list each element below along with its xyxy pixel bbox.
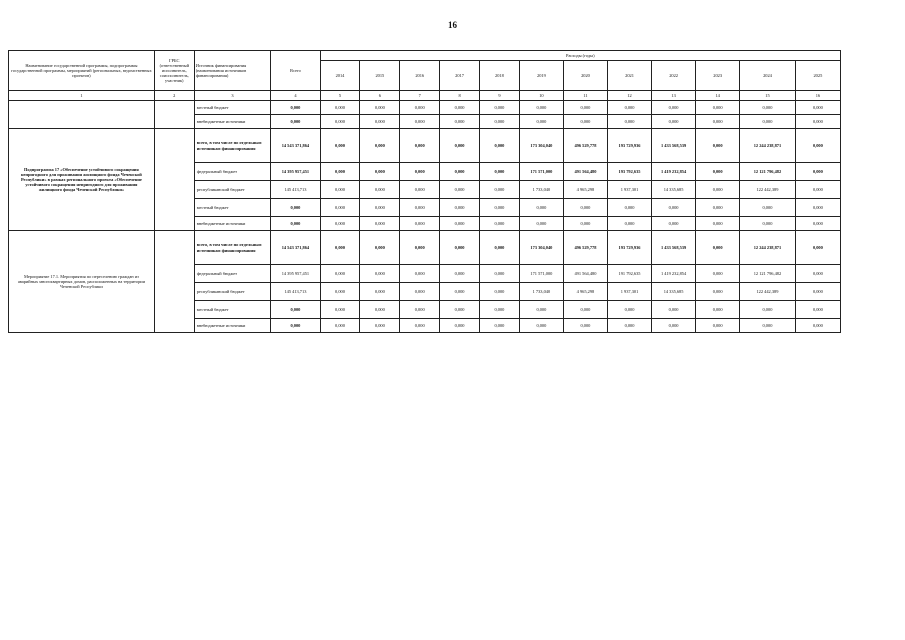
value-cell: 0,000: [795, 283, 840, 301]
column-number: 2: [154, 91, 194, 101]
page-number: 16: [448, 20, 457, 30]
value-cell: 0,000: [696, 115, 740, 129]
value-cell: 0,000: [320, 115, 360, 129]
grbs-cell: [154, 129, 194, 231]
total-cell: 145 413,713: [271, 181, 320, 199]
source-cell: всего, в том числе по отдельным источникам финансирования: [194, 231, 271, 265]
value-cell: 0,000: [320, 181, 360, 199]
column-number: 6: [360, 91, 400, 101]
value-cell: 0,000: [440, 283, 480, 301]
value-cell: 173 304,040: [519, 129, 563, 163]
column-number: 4: [271, 91, 320, 101]
value-cell: 0,000: [563, 199, 607, 217]
value-cell: 0,000: [519, 301, 563, 319]
column-number: 7: [400, 91, 440, 101]
year-header: 2016: [400, 61, 440, 91]
value-cell: 0,000: [400, 265, 440, 283]
value-cell: 0,000: [320, 199, 360, 217]
year-header: 2023: [696, 61, 740, 91]
total-cell: 14 395 957,451: [271, 163, 320, 181]
total-cell: 14 543 371,864: [271, 129, 320, 163]
value-cell: 12 121 796,482: [740, 163, 796, 181]
value-cell: 0,000: [795, 231, 840, 265]
value-cell: 491 564,480: [563, 163, 607, 181]
value-cell: 0,000: [607, 199, 651, 217]
column-number: 11: [563, 91, 607, 101]
value-cell: 1 419 232,854: [652, 163, 696, 181]
value-cell: 0,000: [652, 217, 696, 231]
column-number: 13: [652, 91, 696, 101]
source-cell: федеральный бюджет: [194, 163, 271, 181]
value-cell: 0,000: [440, 265, 480, 283]
value-cell: 1 419 232,854: [652, 265, 696, 283]
year-header: 2018: [480, 61, 520, 91]
value-cell: 0,000: [400, 163, 440, 181]
grbs-cell: [154, 231, 194, 333]
value-cell: 0,000: [360, 231, 400, 265]
value-cell: 0,000: [795, 217, 840, 231]
value-cell: 0,000: [360, 199, 400, 217]
value-cell: 14 335,685: [652, 283, 696, 301]
value-cell: 0,000: [320, 231, 360, 265]
value-cell: 193 792,635: [607, 163, 651, 181]
value-cell: 1 937,301: [607, 181, 651, 199]
value-cell: 0,000: [320, 101, 360, 115]
value-cell: 0,000: [795, 199, 840, 217]
year-header: 2022: [652, 61, 696, 91]
value-cell: 496 529,778: [563, 129, 607, 163]
value-cell: 0,000: [360, 181, 400, 199]
value-cell: 0,000: [696, 181, 740, 199]
budget-table: [8, 50, 841, 333]
value-cell: 0,000: [607, 101, 651, 115]
year-header: 2015: [360, 61, 400, 91]
total-cell: 0,000: [271, 101, 320, 115]
value-cell: 0,000: [519, 115, 563, 129]
value-cell: 1 937,301: [607, 283, 651, 301]
value-cell: 122 442,389: [740, 181, 796, 199]
value-cell: 0,000: [440, 163, 480, 181]
table-row: [9, 101, 841, 115]
value-cell: 171 571,000: [519, 265, 563, 283]
value-cell: 0,000: [795, 101, 840, 115]
value-cell: 173 304,040: [519, 231, 563, 265]
total-cell: 0,000: [271, 319, 320, 333]
value-cell: 0,000: [740, 199, 796, 217]
value-cell: 0,000: [480, 217, 520, 231]
value-cell: 0,000: [440, 301, 480, 319]
value-cell: 12 244 238,871: [740, 231, 796, 265]
value-cell: 4 965,298: [563, 181, 607, 199]
value-cell: 0,000: [480, 129, 520, 163]
value-cell: 0,000: [360, 163, 400, 181]
column-number: 9: [480, 91, 520, 101]
value-cell: 0,000: [696, 101, 740, 115]
column-number: 1: [9, 91, 155, 101]
value-cell: 0,000: [795, 301, 840, 319]
year-header: 2025: [795, 61, 840, 91]
value-cell: 0,000: [652, 319, 696, 333]
value-cell: 0,000: [480, 115, 520, 129]
value-cell: 0,000: [320, 319, 360, 333]
value-cell: 12 121 796,482: [740, 265, 796, 283]
value-cell: 0,000: [320, 265, 360, 283]
source-cell: внебюджетные источники: [194, 115, 271, 129]
column-number: 14: [696, 91, 740, 101]
value-cell: 0,000: [563, 301, 607, 319]
value-cell: 0,000: [652, 199, 696, 217]
value-cell: 0,000: [652, 115, 696, 129]
value-cell: 0,000: [696, 231, 740, 265]
value-cell: 0,000: [607, 319, 651, 333]
year-header: 2017: [440, 61, 480, 91]
source-cell: республиканский бюджет: [194, 181, 271, 199]
value-cell: 491 564,480: [563, 265, 607, 283]
value-cell: 0,000: [440, 231, 480, 265]
value-cell: 0,000: [563, 319, 607, 333]
value-cell: 0,000: [400, 217, 440, 231]
value-cell: 0,000: [795, 181, 840, 199]
program-name: Подпрограмма 17 «Обеспечение устойчивого сокращения непригодного для проживания жилищного фонда Чеченской Республики» в рамках регионального проекта «Обеспечение устойчивого сокращения непригодного для проживания жилищного фонда Чеченской Республики»: [9, 129, 155, 231]
table-body: [9, 101, 841, 333]
value-cell: 0,000: [740, 115, 796, 129]
value-cell: 0,000: [519, 199, 563, 217]
program-name: Мероприятие 17.1. Мероприятия по переселению граждан из аварийных многоквартирных домов, расположенных на территории Чеченской Республики: [9, 231, 155, 333]
value-cell: 0,000: [360, 283, 400, 301]
value-cell: 0,000: [440, 115, 480, 129]
table-row: [9, 231, 841, 265]
value-cell: 0,000: [400, 115, 440, 129]
value-cell: 0,000: [696, 319, 740, 333]
source-cell: местный бюджет: [194, 301, 271, 319]
value-cell: 14 335,685: [652, 181, 696, 199]
total-cell: 0,000: [271, 301, 320, 319]
value-cell: 0,000: [607, 301, 651, 319]
value-cell: 0,000: [696, 217, 740, 231]
value-cell: 0,000: [400, 181, 440, 199]
year-header: 2020: [563, 61, 607, 91]
value-cell: 0,000: [360, 115, 400, 129]
value-cell: 0,000: [480, 199, 520, 217]
value-cell: 0,000: [563, 115, 607, 129]
source-cell: местный бюджет: [194, 199, 271, 217]
total-cell: 14 395 957,451: [271, 265, 320, 283]
value-cell: 0,000: [795, 265, 840, 283]
source-cell: внебюджетные источники: [194, 319, 271, 333]
value-cell: 0,000: [519, 217, 563, 231]
source-cell: местный бюджет: [194, 101, 271, 115]
total-cell: 0,000: [271, 199, 320, 217]
value-cell: 0,000: [740, 101, 796, 115]
value-cell: 0,000: [696, 129, 740, 163]
value-cell: 496 529,778: [563, 231, 607, 265]
total-cell: 14 543 371,864: [271, 231, 320, 265]
header-grbs: ГРБС (ответственный исполнитель, соисполнитель, участник): [154, 51, 194, 91]
value-cell: 0,000: [480, 265, 520, 283]
total-cell: 0,000: [271, 115, 320, 129]
value-cell: 0,000: [519, 101, 563, 115]
value-cell: 0,000: [440, 217, 480, 231]
value-cell: 0,000: [480, 101, 520, 115]
value-cell: 0,000: [440, 129, 480, 163]
column-number: 10: [519, 91, 563, 101]
value-cell: 0,000: [607, 217, 651, 231]
column-number: 5: [320, 91, 360, 101]
value-cell: 0,000: [400, 199, 440, 217]
program-name: [9, 101, 155, 129]
value-cell: 0,000: [320, 301, 360, 319]
value-cell: 1 733,040: [519, 283, 563, 301]
value-cell: 0,000: [360, 265, 400, 283]
source-cell: всего, в том числе по отдельным источникам финансирования: [194, 129, 271, 163]
year-header: 2024: [740, 61, 796, 91]
value-cell: 0,000: [360, 319, 400, 333]
total-cell: 0,000: [271, 217, 320, 231]
value-cell: 0,000: [740, 301, 796, 319]
value-cell: 0,000: [320, 217, 360, 231]
value-cell: 0,000: [400, 301, 440, 319]
value-cell: 0,000: [740, 319, 796, 333]
column-number: 15: [740, 91, 796, 101]
value-cell: 0,000: [440, 101, 480, 115]
value-cell: 0,000: [563, 217, 607, 231]
value-cell: 0,000: [480, 231, 520, 265]
value-cell: 0,000: [480, 319, 520, 333]
value-cell: 12 244 238,871: [740, 129, 796, 163]
value-cell: 0,000: [360, 301, 400, 319]
year-header: 2014: [320, 61, 360, 91]
value-cell: 0,000: [440, 319, 480, 333]
value-cell: 0,000: [652, 301, 696, 319]
value-cell: 0,000: [400, 283, 440, 301]
year-header: 2021: [607, 61, 651, 91]
total-cell: 145 413,713: [271, 283, 320, 301]
value-cell: 0,000: [696, 163, 740, 181]
value-cell: 193 729,936: [607, 231, 651, 265]
year-header: 2019: [519, 61, 563, 91]
value-cell: 0,000: [795, 163, 840, 181]
source-cell: федеральный бюджет: [194, 265, 271, 283]
value-cell: 0,000: [696, 265, 740, 283]
column-number: 3: [194, 91, 271, 101]
value-cell: 0,000: [696, 283, 740, 301]
value-cell: 1 433 568,539: [652, 129, 696, 163]
value-cell: 4 965,298: [563, 283, 607, 301]
value-cell: 0,000: [740, 217, 796, 231]
value-cell: 0,000: [480, 301, 520, 319]
numbers-row: [9, 91, 841, 101]
value-cell: 0,000: [440, 199, 480, 217]
grbs-cell: [154, 101, 194, 129]
value-cell: 191 792,635: [607, 265, 651, 283]
value-cell: 0,000: [320, 129, 360, 163]
source-cell: республиканский бюджет: [194, 283, 271, 301]
value-cell: 0,000: [696, 199, 740, 217]
header-name: Наименование государственной программы, подпрограммы государственной программы, мероприятий (региональных, ведомственных проектов): [9, 51, 155, 91]
value-cell: 0,000: [360, 217, 400, 231]
value-cell: 0,000: [400, 231, 440, 265]
value-cell: 0,000: [400, 129, 440, 163]
value-cell: 0,000: [519, 319, 563, 333]
column-number: 16: [795, 91, 840, 101]
value-cell: 1 733,040: [519, 181, 563, 199]
value-cell: 0,000: [320, 283, 360, 301]
source-cell: внебюджетные источники: [194, 217, 271, 231]
value-cell: 0,000: [652, 101, 696, 115]
column-number: 8: [440, 91, 480, 101]
value-cell: 0,000: [480, 283, 520, 301]
value-cell: 0,000: [480, 163, 520, 181]
value-cell: 0,000: [480, 181, 520, 199]
table-row: [9, 129, 841, 163]
value-cell: 0,000: [320, 163, 360, 181]
value-cell: 0,000: [795, 319, 840, 333]
value-cell: 0,000: [360, 101, 400, 115]
value-cell: 0,000: [563, 101, 607, 115]
value-cell: 0,000: [795, 129, 840, 163]
value-cell: 1 433 568,539: [652, 231, 696, 265]
value-cell: 0,000: [400, 319, 440, 333]
header-total: Всего: [271, 51, 320, 91]
value-cell: 0,000: [795, 115, 840, 129]
value-cell: 0,000: [607, 115, 651, 129]
value-cell: 0,000: [360, 129, 400, 163]
value-cell: 0,000: [696, 301, 740, 319]
value-cell: 0,000: [400, 101, 440, 115]
column-number: 12: [607, 91, 651, 101]
value-cell: 0,000: [440, 181, 480, 199]
value-cell: 193 729,936: [607, 129, 651, 163]
header-source: Источник финансирования (наименования источников финансирования): [194, 51, 271, 91]
header-expenses: Расходы (годы): [320, 51, 840, 61]
value-cell: 122 442,389: [740, 283, 796, 301]
value-cell: 171 571,000: [519, 163, 563, 181]
